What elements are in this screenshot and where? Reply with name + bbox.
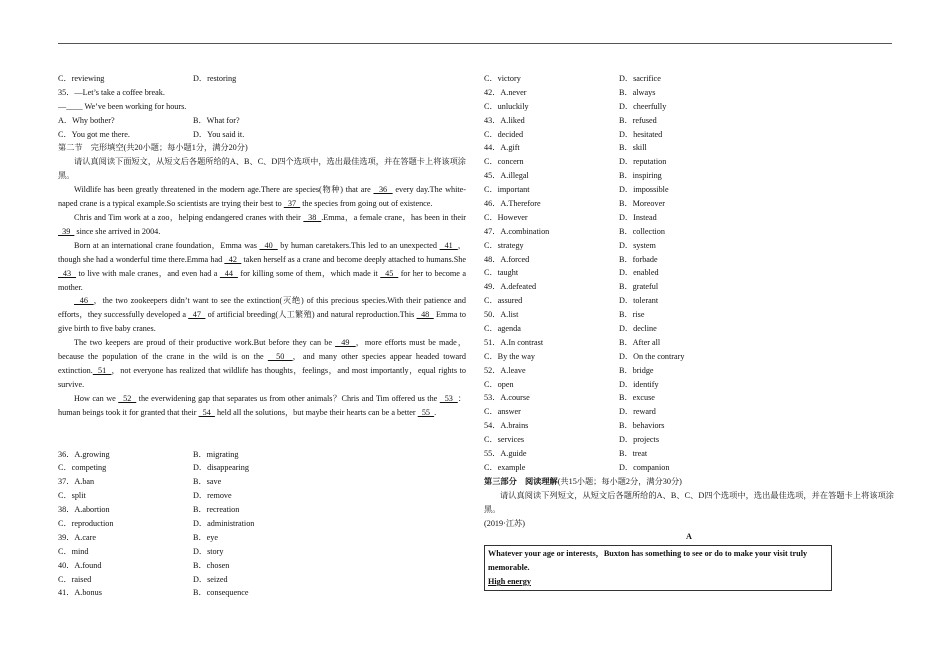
option-choice: D．You said it.	[193, 129, 245, 139]
cloze-blank: 46	[74, 296, 94, 306]
option-choice: B．forbade	[619, 254, 658, 264]
section2-title: 第二节 完形填空(共20小题；每小题1分，满分20分)	[58, 143, 248, 153]
option-choice: C．concern	[484, 157, 524, 167]
option-choice: 45．A.illegal	[484, 171, 529, 181]
option-choice: C．split	[58, 491, 86, 501]
option-row	[484, 447, 894, 461]
cloze-options-right	[484, 72, 894, 475]
option-choice: B．refused	[619, 115, 657, 125]
option-choice: 38．A.abortion	[58, 505, 110, 515]
part3-instructions: 请认真阅读下列短文，从短文后各题所给的A、B、C、D四个选项中，选出最佳选项，并在答题卡上将该项涂黑。	[484, 490, 894, 514]
option-choice: 39．A.care	[58, 532, 96, 542]
option-row	[484, 266, 894, 280]
option-choice: D．impossible	[619, 185, 669, 195]
option-choice: B．rise	[619, 310, 645, 320]
option-choice: C．example	[484, 462, 526, 472]
q35-stem-reply: —____ We’ve been working for hours.	[58, 101, 187, 111]
option-row	[58, 559, 466, 573]
option-choice: D．system	[619, 240, 656, 250]
option-choice: C．strategy	[484, 240, 524, 250]
option-choice: C．agenda	[484, 324, 521, 334]
option-choice: B．grateful	[619, 282, 659, 292]
option-row	[58, 573, 466, 587]
option-choice: 53．A.course	[484, 393, 530, 403]
option-choice: 55．A.guide	[484, 449, 527, 459]
q34-options	[58, 72, 466, 86]
option-choice: B．After all	[619, 337, 661, 347]
option-row	[484, 225, 894, 239]
option-choice: D．On the contrary	[619, 351, 685, 361]
cloze-blank: 44	[219, 268, 238, 278]
option-choice: C．raised	[58, 574, 92, 584]
q35-options	[58, 114, 466, 142]
option-row	[58, 503, 466, 517]
option-row	[484, 308, 894, 322]
section2-instructions: 请认真阅读下面短文，从短文后各题所给的A、B、C、D四个选项中，选出最佳选项，并在答题卡上将该项涂黑。	[58, 157, 466, 181]
option-row	[484, 128, 894, 142]
option-choice: D．restoring	[193, 74, 237, 83]
cloze-blank: 51	[92, 365, 112, 375]
cloze-blank: 41	[439, 240, 458, 250]
cloze-blank: 49	[335, 338, 356, 348]
option-row	[484, 294, 894, 308]
option-choice: B．excuse	[619, 393, 655, 403]
passage-paragraph: Wildlife has been greatly threatened in the modern age.There are species(物种) that are 36 every day.The white-naped crane is a typical example.So scientists are trying their best to 37 the species from going out of existence.	[58, 185, 467, 209]
cloze-blank: 50	[267, 352, 293, 362]
option-choice: D．companion	[619, 462, 670, 472]
option-choice: 36．A.growing	[58, 449, 110, 459]
option-choice: D．decline	[619, 324, 657, 334]
option-choice: B．recreation	[193, 505, 240, 515]
cloze-blank: 48	[416, 310, 434, 320]
option-choice: B．inspiring	[619, 171, 662, 181]
option-choice: 47．A.combination	[484, 226, 550, 236]
option-row	[484, 86, 894, 100]
option-choice: 42．A.never	[484, 87, 527, 97]
option-choice: 48．A.forced	[484, 254, 530, 264]
option-choice: D．cheerfully	[619, 101, 667, 111]
option-choice: 54．A.brains	[484, 421, 529, 431]
option-choice: D．projects	[619, 435, 660, 445]
passage-paragraph: How can we 52 the everwidening gap that separates us from other animals？Chris and Tim offered us the 53 ：human beings took it for granted that their 54 held all the solutions，but maybe their hearts can be a better 55 .	[58, 393, 466, 417]
option-choice: B．behaviors	[619, 421, 665, 431]
option-choice: B．bridge	[619, 365, 654, 375]
cloze-blank: 54	[198, 407, 215, 417]
option-row	[58, 586, 466, 600]
option-choice: D．identify	[619, 379, 659, 389]
cloze-options-left	[58, 448, 466, 601]
cloze-blank: 40	[259, 240, 278, 250]
option-choice: B．chosen	[193, 560, 230, 570]
cloze-blank: 52	[118, 393, 137, 403]
option-row	[58, 448, 466, 462]
passage-paragraph: 46 ，the two zookeepers didn’t want to see the extinction(灭绝) of this precious species.With their patience and efforts，they successfully developed a 47 of artificial breeding(人工繁殖) and natural reproduction.This 48 Emma to give birth to five baby cranes.	[58, 296, 466, 334]
option-choice: B．consequence	[193, 588, 249, 598]
option-choice: D．tolerant	[619, 296, 659, 306]
option-choice: C．open	[484, 379, 514, 389]
option-row	[58, 517, 466, 531]
option-choice: D．remove	[193, 491, 232, 501]
option-row	[484, 72, 894, 86]
option-choice: 37．A.ban	[58, 477, 95, 487]
q35-stem: 35．—Let’s take a coffee break.	[58, 87, 165, 97]
option-choice: D．reputation	[619, 157, 667, 167]
option-choice: D．administration	[193, 519, 255, 529]
option-row	[58, 114, 466, 128]
option-row	[484, 336, 894, 350]
option-row	[58, 545, 466, 559]
option-row	[58, 72, 466, 86]
option-choice: C．You got me there.	[58, 129, 130, 139]
option-row	[484, 433, 894, 447]
option-choice: D．enabled	[619, 268, 659, 278]
option-choice: D．Instead	[619, 212, 657, 222]
option-row	[484, 391, 894, 405]
option-row	[58, 489, 466, 503]
option-row	[484, 461, 894, 475]
option-choice: B．save	[193, 477, 222, 487]
option-choice: C．By the way	[484, 351, 535, 361]
option-choice: B．eye	[193, 532, 219, 542]
cloze-blank: 36	[373, 185, 393, 195]
option-row	[484, 197, 894, 211]
option-row	[484, 322, 894, 336]
option-row	[484, 239, 894, 253]
option-choice: B．Moreover	[619, 199, 665, 209]
source-tag: (2019·江苏)	[484, 518, 525, 528]
passage-label: A	[686, 532, 692, 542]
option-choice: B．What for?	[193, 115, 240, 125]
option-row	[484, 378, 894, 392]
option-choice: B．always	[619, 87, 656, 97]
option-row	[484, 253, 894, 267]
option-row	[58, 461, 466, 475]
option-choice: C．victory	[484, 74, 521, 83]
option-choice: 50．A.list	[484, 310, 519, 320]
passage-paragraph: Chris and Tim work at a zoo，helping endangered cranes with their 38 .Emma，a female crane，has been in their 39 since she arrived in 2004.	[58, 212, 467, 236]
option-choice: 40．A.found	[58, 560, 102, 570]
option-choice: C．services	[484, 435, 525, 445]
cloze-blank: 45	[380, 268, 399, 278]
option-choice: C．reviewing	[58, 74, 105, 83]
option-row	[484, 169, 894, 183]
option-choice: C．taught	[484, 268, 519, 278]
cloze-blank: 47	[188, 310, 206, 320]
option-row	[484, 364, 894, 378]
option-row	[58, 475, 466, 489]
cloze-blank: 37	[283, 199, 301, 209]
cloze-blank: 42	[224, 254, 242, 264]
cloze-blank: 38	[303, 212, 322, 222]
cloze-blank: 55	[417, 407, 435, 417]
option-row	[484, 350, 894, 364]
option-choice: D．hesitated	[619, 129, 663, 139]
option-row	[484, 183, 894, 197]
option-choice: B．migrating	[193, 449, 239, 459]
header-rule	[58, 43, 892, 44]
option-choice: 41．A.bonus	[58, 588, 102, 598]
passage-box-subheading: High energy	[488, 577, 531, 587]
option-choice: D．seized	[193, 574, 228, 584]
option-choice: C．competing	[58, 463, 107, 473]
option-row	[484, 405, 894, 419]
option-choice: B．skill	[619, 143, 647, 153]
passage-paragraph: Born at an international crane foundation，Emma was 40 by human caretakers.This led to an unexpected 41 ，though she had a wonderful time there.Emma had 42 taken herself as a crane and become deeply attached to humans.She 43 to live with male cranes，and even had a 44 for killing some of them，which made it 45 for her to become a mother.	[58, 240, 467, 292]
cloze-passage	[58, 183, 466, 419]
option-row	[58, 531, 466, 545]
cloze-blank: 53	[439, 393, 458, 403]
option-choice: 51．A.In contrast	[484, 337, 544, 347]
option-choice: 49．A.defeated	[484, 282, 537, 292]
left-column	[58, 72, 466, 600]
option-choice: C．However	[484, 212, 528, 222]
option-row	[484, 100, 894, 114]
passage-box	[484, 545, 832, 591]
option-choice: D．sacrifice	[619, 74, 661, 83]
cloze-blank: 43	[58, 268, 77, 278]
option-choice: B．collection	[619, 226, 665, 236]
option-choice: D．reward	[619, 407, 656, 417]
option-row	[484, 141, 894, 155]
option-choice: 46．A.Therefore	[484, 199, 541, 209]
option-row	[484, 211, 894, 225]
option-choice: C．mind	[58, 546, 89, 556]
option-choice: A．Why bother?	[58, 115, 115, 125]
option-row	[484, 155, 894, 169]
option-choice: D．story	[193, 546, 224, 556]
option-choice: C．answer	[484, 407, 521, 417]
option-row	[58, 128, 466, 142]
option-choice: D．disappearing	[193, 463, 249, 473]
option-row	[484, 419, 894, 433]
option-choice: B．treat	[619, 449, 648, 459]
option-choice: 52．A.leave	[484, 365, 526, 375]
option-choice: C．important	[484, 185, 530, 195]
option-choice: C．unluckily	[484, 101, 529, 111]
option-row	[484, 280, 894, 294]
passage-box-text: Whatever your age or interests，Buxton has something to see or do to make your visit truly memorable.	[488, 549, 808, 573]
part3-title: 第三部分 阅读理解(共15小题；每小题2分，满分30分)	[484, 476, 682, 486]
right-column	[484, 72, 894, 591]
option-choice: 44．A.gift	[484, 143, 520, 153]
option-choice: C．assured	[484, 296, 523, 306]
option-row	[484, 114, 894, 128]
option-choice: 43．A.liked	[484, 115, 525, 125]
passage-paragraph: The two keepers are proud of their productive work.But before they can be 49 ，more efforts must be made，because the population of the crane in the wild is on the 50 ，and many other species appear headed toward extinction. 51 ，not everyone has realized that wildlife has thoughts，feelings，and most importantly，equal rights to survive.	[58, 338, 467, 389]
option-choice: C．reproduction	[58, 519, 114, 529]
option-choice: C．decided	[484, 129, 524, 139]
cloze-blank: 39	[58, 226, 75, 236]
